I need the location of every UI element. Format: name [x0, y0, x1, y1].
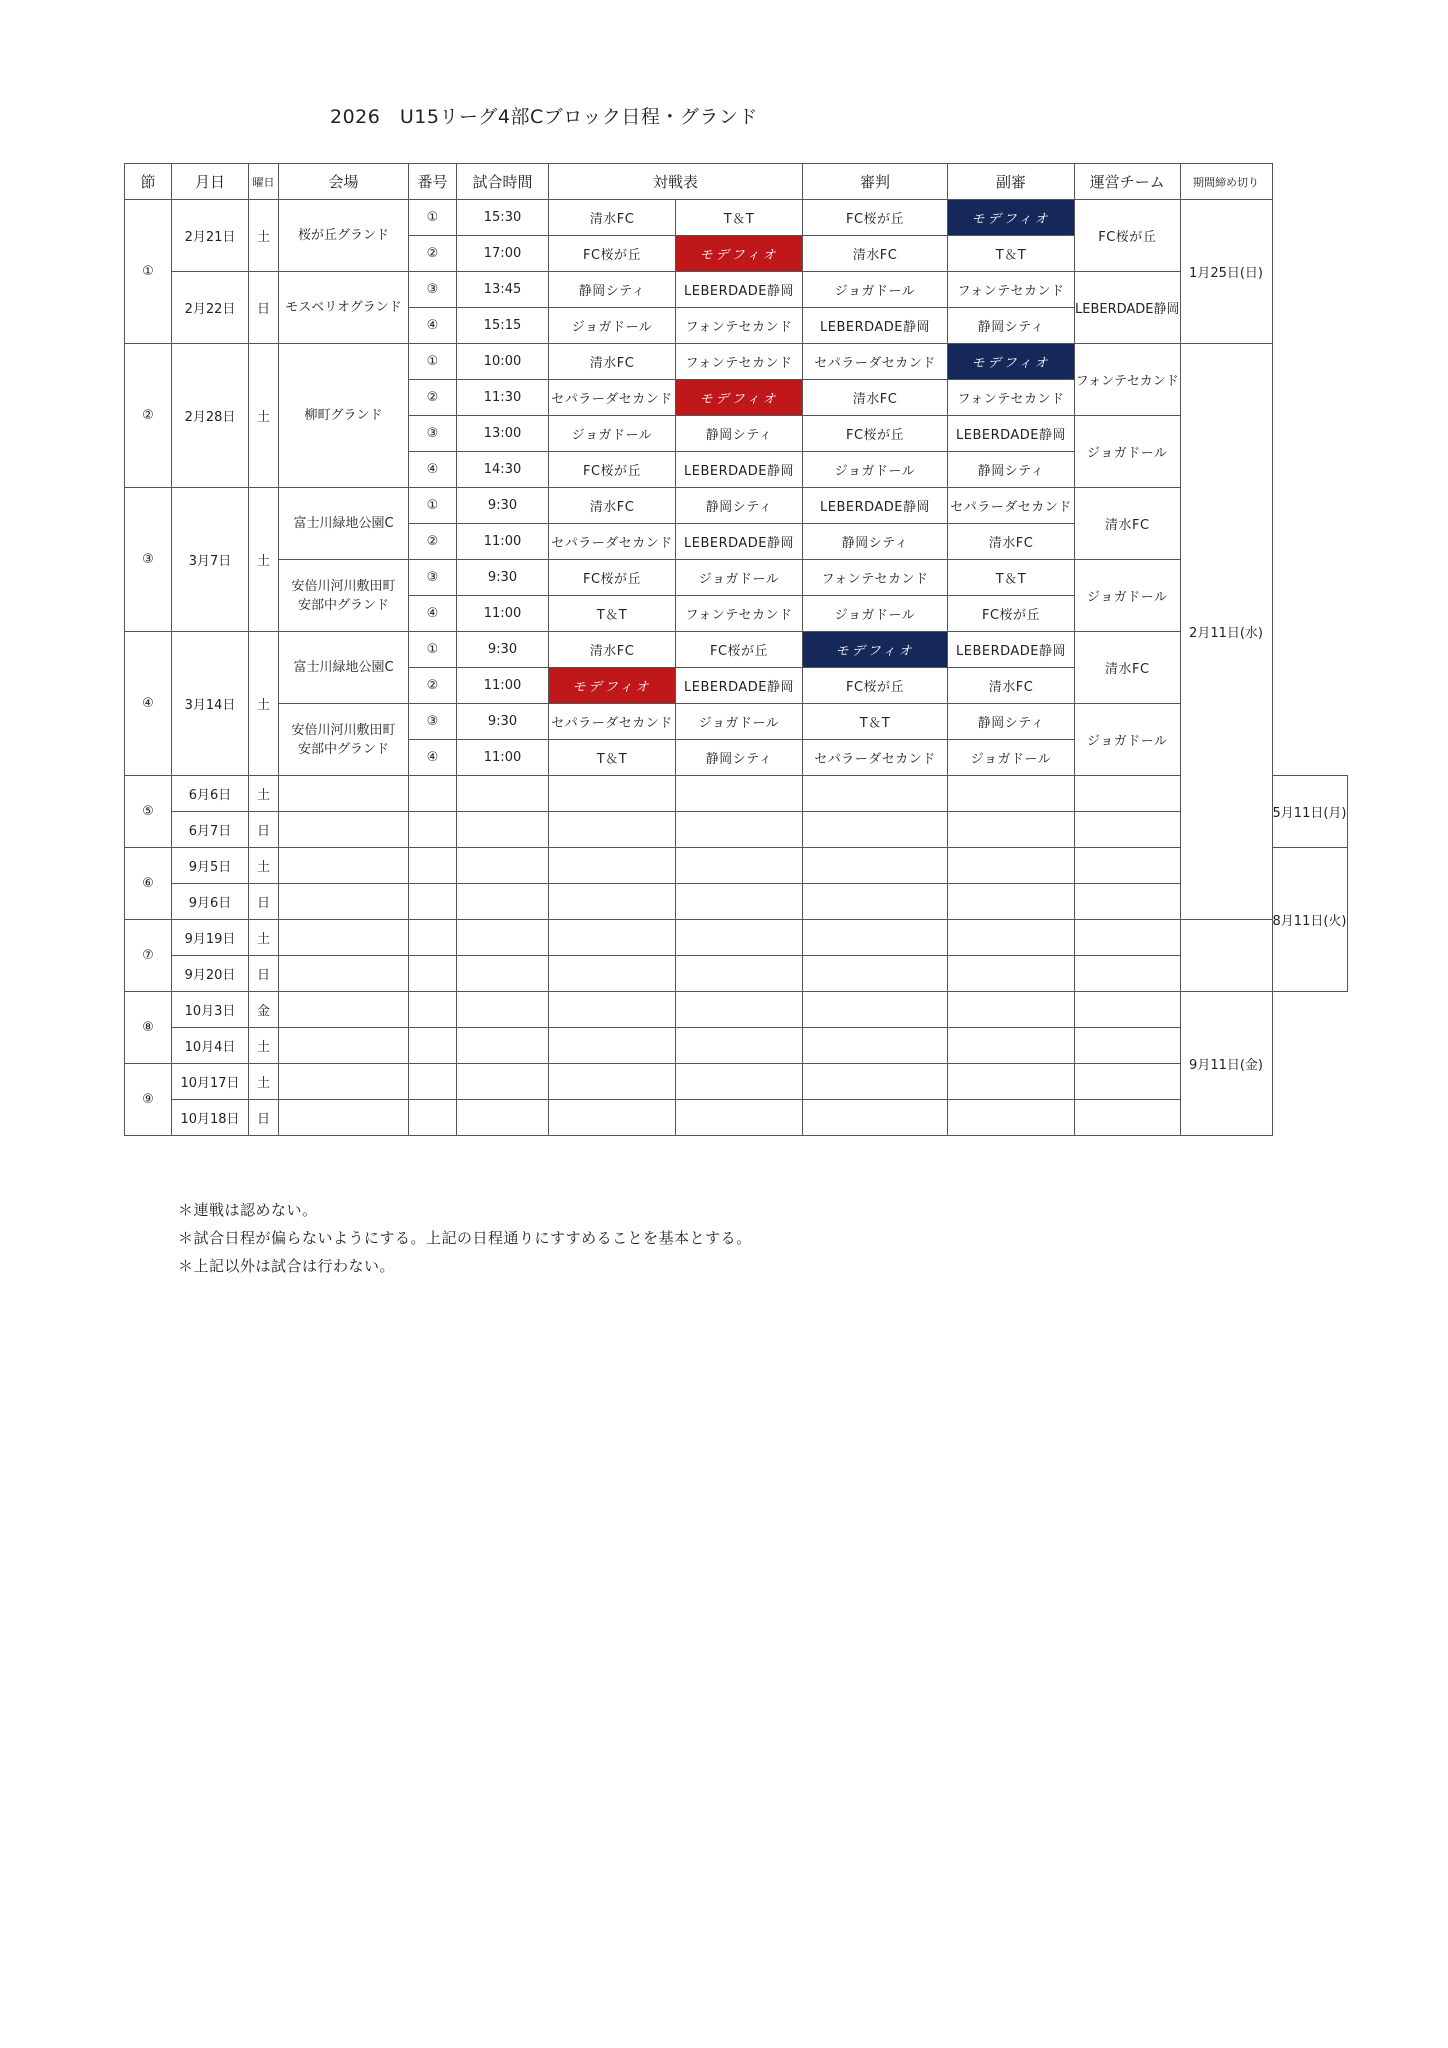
- referee-team: LEBERDADE静岡: [803, 308, 948, 344]
- venue: モスベリオグランド: [279, 272, 409, 344]
- home-team: 清水FC: [549, 344, 676, 380]
- ops-team: FC桜が丘: [1075, 200, 1181, 272]
- referee-team: T＆T: [803, 704, 948, 740]
- match-date: 10月18日: [172, 1100, 249, 1136]
- empty-cell: [948, 884, 1075, 920]
- venue: [279, 560, 409, 632]
- day-of-week: 土: [249, 1064, 279, 1100]
- away-team: 静岡シティ: [676, 416, 803, 452]
- empty-cell: [1075, 1064, 1181, 1100]
- modefio-logo: モデフィオ: [549, 668, 676, 704]
- empty-cell: [457, 776, 549, 812]
- empty-cell: [549, 1064, 676, 1100]
- empty-cell: [948, 776, 1075, 812]
- empty-cell: [409, 848, 457, 884]
- referee-team: セパラーダセカンド: [803, 344, 948, 380]
- match-time: 15:15: [457, 308, 549, 344]
- ops-team: フォンテセカンド: [1075, 344, 1181, 416]
- empty-cell: [549, 1028, 676, 1064]
- away-team: フォンテセカンド: [676, 596, 803, 632]
- day-of-week: 土: [249, 1028, 279, 1064]
- match-date: 3月14日: [172, 632, 249, 776]
- header-dow: 曜日: [249, 164, 279, 200]
- match-date: 6月6日: [172, 776, 249, 812]
- away-team: LEBERDADE静岡: [676, 452, 803, 488]
- venue: 柳町グランド: [279, 344, 409, 488]
- referee-team: FC桜が丘: [803, 668, 948, 704]
- empty-cell: [457, 920, 549, 956]
- referee-team: FC桜が丘: [803, 200, 948, 236]
- empty-cell: [1075, 848, 1181, 884]
- referee-team: ジョガドール: [803, 596, 948, 632]
- empty-cell: [409, 1028, 457, 1064]
- round-label: ②: [125, 344, 172, 488]
- round-label: ①: [125, 200, 172, 344]
- assistant-team: FC桜が丘: [948, 596, 1075, 632]
- round-label: ⑦: [125, 920, 172, 992]
- assistant-team: T＆T: [948, 560, 1075, 596]
- round-label: ④: [125, 632, 172, 776]
- empty-cell: [409, 776, 457, 812]
- note-line: ＊試合日程が偏らないようにする。上記の日程通りにすすめることを基本とする。: [178, 1229, 752, 1247]
- match-date: 6月7日: [172, 812, 249, 848]
- away-team: 静岡シティ: [676, 488, 803, 524]
- venue-line: 安部中グランド: [297, 597, 389, 613]
- empty-cell: [676, 776, 803, 812]
- header-time: 試合時間: [457, 164, 549, 200]
- table-row: [125, 704, 1348, 740]
- round-label: ⑤: [125, 776, 172, 848]
- venue-line: 安部中グランド: [297, 741, 389, 757]
- home-team: ジョガドール: [549, 416, 676, 452]
- home-team: FC桜が丘: [549, 560, 676, 596]
- match-number: ①: [409, 488, 457, 524]
- empty-cell: [803, 776, 948, 812]
- home-team: FC桜が丘: [549, 452, 676, 488]
- home-team: ジョガドール: [549, 308, 676, 344]
- table-row: [125, 992, 1348, 1028]
- match-date: 2月28日: [172, 344, 249, 488]
- match-time: 11:30: [457, 380, 549, 416]
- away-team: フォンテセカンド: [676, 308, 803, 344]
- away-team: T＆T: [676, 200, 803, 236]
- ops-team: LEBERDADE静岡: [1075, 272, 1181, 344]
- match-number: ②: [409, 524, 457, 560]
- match-time: 9:30: [457, 704, 549, 740]
- day-of-week: 日: [249, 884, 279, 920]
- assistant-team: フォンテセカンド: [948, 380, 1075, 416]
- empty-cell: [549, 956, 676, 992]
- empty-cell: [803, 992, 948, 1028]
- table-row: [125, 1100, 1348, 1136]
- home-team: T＆T: [549, 596, 676, 632]
- empty-cell: [676, 1028, 803, 1064]
- empty-cell: [803, 1100, 948, 1136]
- empty-cell: [549, 884, 676, 920]
- empty-cell: [1075, 1028, 1181, 1064]
- ops-team: ジョガドール: [1075, 704, 1181, 776]
- empty-cell: [948, 992, 1075, 1028]
- empty-cell: [409, 812, 457, 848]
- match-number: ③: [409, 416, 457, 452]
- away-team: LEBERDADE静岡: [676, 668, 803, 704]
- empty-cell: [457, 956, 549, 992]
- deadline: 8月11日(火): [1272, 848, 1347, 992]
- header-referee: 審判: [803, 164, 948, 200]
- home-team: セパラーダセカンド: [549, 380, 676, 416]
- day-of-week: 日: [249, 956, 279, 992]
- table-row: [125, 1028, 1348, 1064]
- empty-cell: [279, 956, 409, 992]
- away-team: LEBERDADE静岡: [676, 524, 803, 560]
- referee-team: 静岡シティ: [803, 524, 948, 560]
- empty-cell: [676, 920, 803, 956]
- table-row: [125, 344, 1348, 380]
- round-label: ⑨: [125, 1064, 172, 1136]
- venue: 富士川緑地公園C: [279, 488, 409, 560]
- empty-cell: [279, 1028, 409, 1064]
- table-row: [125, 776, 1348, 812]
- home-team: FC桜が丘: [549, 236, 676, 272]
- assistant-team: 静岡シティ: [948, 704, 1075, 740]
- match-time: 17:00: [457, 236, 549, 272]
- referee-team: 清水FC: [803, 380, 948, 416]
- empty-cell: [948, 956, 1075, 992]
- empty-cell: [549, 920, 676, 956]
- match-time: 10:00: [457, 344, 549, 380]
- empty-cell: [409, 920, 457, 956]
- modefio-logo: モデフィオ: [803, 632, 948, 668]
- away-team: LEBERDADE静岡: [676, 272, 803, 308]
- match-number: ④: [409, 452, 457, 488]
- empty-cell: [457, 884, 549, 920]
- ops-team: 清水FC: [1075, 632, 1181, 704]
- referee-team: セパラーダセカンド: [803, 740, 948, 776]
- empty-cell: [948, 920, 1075, 956]
- match-time: 11:00: [457, 596, 549, 632]
- day-of-week: 土: [249, 632, 279, 776]
- empty-cell: [409, 1064, 457, 1100]
- away-team: ジョガドール: [676, 560, 803, 596]
- empty-cell: [457, 1028, 549, 1064]
- deadline: 1月25日(日): [1180, 200, 1272, 344]
- modefio-logo: モデフィオ: [948, 200, 1075, 236]
- empty-cell: [1075, 812, 1181, 848]
- empty-cell: [948, 1100, 1075, 1136]
- match-date: 9月20日: [172, 956, 249, 992]
- home-team: 静岡シティ: [549, 272, 676, 308]
- empty-cell: [948, 1028, 1075, 1064]
- referee-team: LEBERDADE静岡: [803, 488, 948, 524]
- empty-cell: [279, 1100, 409, 1136]
- header-matchup: 対戦表: [549, 164, 803, 200]
- match-date: 9月6日: [172, 884, 249, 920]
- modefio-logo: モデフィオ: [948, 344, 1075, 380]
- match-number: ①: [409, 344, 457, 380]
- match-number: ④: [409, 740, 457, 776]
- match-time: 13:00: [457, 416, 549, 452]
- empty-cell: [549, 1100, 676, 1136]
- empty-cell: [279, 1064, 409, 1100]
- empty-cell: [803, 1064, 948, 1100]
- table-row: [125, 1064, 1348, 1100]
- round-label: ⑥: [125, 848, 172, 920]
- note-line: ＊上記以外は試合は行わない。: [178, 1257, 396, 1275]
- day-of-week: 土: [249, 488, 279, 632]
- referee-team: フォンテセカンド: [803, 560, 948, 596]
- home-team: 清水FC: [549, 632, 676, 668]
- header-num: 番号: [409, 164, 457, 200]
- match-time: 13:45: [457, 272, 549, 308]
- venue-line: 安倍川河川敷田町: [291, 722, 396, 738]
- empty-cell: [279, 812, 409, 848]
- empty-cell: [1075, 956, 1181, 992]
- empty-cell: [676, 956, 803, 992]
- header-venue: 会場: [279, 164, 409, 200]
- match-number: ③: [409, 560, 457, 596]
- assistant-team: T＆T: [948, 236, 1075, 272]
- away-team: 静岡シティ: [676, 740, 803, 776]
- empty-cell: [409, 956, 457, 992]
- day-of-week: 日: [249, 272, 279, 344]
- match-number: ③: [409, 272, 457, 308]
- day-of-week: 土: [249, 776, 279, 812]
- match-time: 9:30: [457, 488, 549, 524]
- match-number: ④: [409, 596, 457, 632]
- schedule-table: [124, 163, 1348, 1136]
- empty-cell: [803, 848, 948, 884]
- match-date: 9月5日: [172, 848, 249, 884]
- referee-team: ジョガドール: [803, 452, 948, 488]
- assistant-team: 清水FC: [948, 524, 1075, 560]
- empty-cell: [676, 812, 803, 848]
- round-label: ⑧: [125, 992, 172, 1064]
- table-row: [125, 812, 1348, 848]
- empty-cell: [409, 884, 457, 920]
- empty-cell: [549, 848, 676, 884]
- empty-cell: [1075, 1100, 1181, 1136]
- empty-cell: [279, 884, 409, 920]
- table-row: [125, 884, 1348, 920]
- ops-team: ジョガドール: [1075, 560, 1181, 632]
- match-number: ②: [409, 668, 457, 704]
- referee-team: 清水FC: [803, 236, 948, 272]
- header-deadline: 期間締め切り: [1180, 164, 1272, 200]
- assistant-team: LEBERDADE静岡: [948, 416, 1075, 452]
- empty-cell: [676, 1100, 803, 1136]
- empty-cell: [803, 920, 948, 956]
- match-time: 9:30: [457, 560, 549, 596]
- away-team: フォンテセカンド: [676, 344, 803, 380]
- match-date: 2月22日: [172, 272, 249, 344]
- table-row: [125, 956, 1348, 992]
- empty-cell: [948, 848, 1075, 884]
- header-assistant: 副審: [948, 164, 1075, 200]
- empty-cell: [1075, 776, 1181, 812]
- ops-team: ジョガドール: [1075, 416, 1181, 488]
- empty-cell: [948, 1064, 1075, 1100]
- home-team: セパラーダセカンド: [549, 524, 676, 560]
- table-row: [125, 560, 1348, 596]
- match-number: ①: [409, 632, 457, 668]
- header-ops: 運営チーム: [1075, 164, 1181, 200]
- empty-cell: [803, 1028, 948, 1064]
- match-time: 11:00: [457, 524, 549, 560]
- home-team: セパラーダセカンド: [549, 704, 676, 740]
- match-number: ③: [409, 704, 457, 740]
- modefio-logo: モデフィオ: [676, 380, 803, 416]
- ops-team: 清水FC: [1075, 488, 1181, 560]
- empty-cell: [549, 992, 676, 1028]
- match-date: 10月3日: [172, 992, 249, 1028]
- empty-cell: [803, 884, 948, 920]
- note-line: ＊連戦は認めない。: [178, 1201, 318, 1219]
- match-time: 14:30: [457, 452, 549, 488]
- match-date: 10月17日: [172, 1064, 249, 1100]
- venue: [279, 704, 409, 776]
- notes: [178, 1196, 752, 1280]
- match-number: ①: [409, 200, 457, 236]
- empty-cell: [676, 992, 803, 1028]
- empty-cell: [803, 956, 948, 992]
- assistant-team: 清水FC: [948, 668, 1075, 704]
- empty-cell: [457, 1064, 549, 1100]
- assistant-team: 静岡シティ: [948, 452, 1075, 488]
- empty-cell: [549, 812, 676, 848]
- venue: 桜が丘グランド: [279, 200, 409, 272]
- match-time: 11:00: [457, 740, 549, 776]
- referee-team: ジョガドール: [803, 272, 948, 308]
- round-label: ③: [125, 488, 172, 632]
- table-row: [125, 920, 1348, 956]
- empty-cell: [948, 812, 1075, 848]
- modefio-logo: モデフィオ: [676, 236, 803, 272]
- match-date: 3月7日: [172, 488, 249, 632]
- empty-cell: [1075, 992, 1181, 1028]
- table-row: [125, 272, 1348, 308]
- home-team: 清水FC: [549, 200, 676, 236]
- assistant-team: 静岡シティ: [948, 308, 1075, 344]
- empty-cell: [409, 992, 457, 1028]
- table-row: [125, 488, 1348, 524]
- empty-cell: [279, 848, 409, 884]
- header-round: 節: [125, 164, 172, 200]
- match-time: 15:30: [457, 200, 549, 236]
- empty-cell: [279, 776, 409, 812]
- day-of-week: 金: [249, 992, 279, 1028]
- table-row: [125, 848, 1348, 884]
- home-team: 清水FC: [549, 488, 676, 524]
- match-number: ②: [409, 236, 457, 272]
- venue: 富士川緑地公園C: [279, 632, 409, 704]
- table-row: [125, 200, 1348, 236]
- venue-line: 安倍川河川敷田町: [291, 578, 396, 594]
- match-date: 10月4日: [172, 1028, 249, 1064]
- empty-cell: [279, 992, 409, 1028]
- empty-cell: [803, 812, 948, 848]
- day-of-week: 土: [249, 200, 279, 272]
- page-title: 2026 U15リーグ4部Cブロック日程・グランド: [330, 106, 758, 128]
- empty-cell: [676, 848, 803, 884]
- empty-cell: [457, 848, 549, 884]
- empty-cell: [457, 1100, 549, 1136]
- day-of-week: 土: [249, 344, 279, 488]
- day-of-week: 日: [249, 812, 279, 848]
- deadline: 5月11日(月): [1272, 776, 1347, 848]
- empty-cell: [457, 812, 549, 848]
- match-date: 9月19日: [172, 920, 249, 956]
- deadline: 2月11日(水): [1180, 344, 1272, 920]
- day-of-week: 土: [249, 848, 279, 884]
- assistant-team: ジョガドール: [948, 740, 1075, 776]
- assistant-team: セパラーダセカンド: [948, 488, 1075, 524]
- empty-cell: [457, 992, 549, 1028]
- deadline: 9月11日(金): [1180, 992, 1272, 1136]
- header-row: [125, 164, 1348, 200]
- match-number: ②: [409, 380, 457, 416]
- match-date: 2月21日: [172, 200, 249, 272]
- day-of-week: 日: [249, 1100, 279, 1136]
- empty-cell: [1075, 884, 1181, 920]
- referee-team: FC桜が丘: [803, 416, 948, 452]
- away-team: ジョガドール: [676, 704, 803, 740]
- empty-cell: [1075, 920, 1181, 956]
- empty-cell: [676, 884, 803, 920]
- table-row: [125, 632, 1348, 668]
- assistant-team: フォンテセカンド: [948, 272, 1075, 308]
- empty-cell: [676, 1064, 803, 1100]
- empty-cell: [279, 920, 409, 956]
- match-time: 9:30: [457, 632, 549, 668]
- header-date: 月日: [172, 164, 249, 200]
- home-team: T＆T: [549, 740, 676, 776]
- empty-cell: [409, 1100, 457, 1136]
- assistant-team: LEBERDADE静岡: [948, 632, 1075, 668]
- away-team: FC桜が丘: [676, 632, 803, 668]
- day-of-week: 土: [249, 920, 279, 956]
- match-time: 11:00: [457, 668, 549, 704]
- match-number: ④: [409, 308, 457, 344]
- empty-cell: [549, 776, 676, 812]
